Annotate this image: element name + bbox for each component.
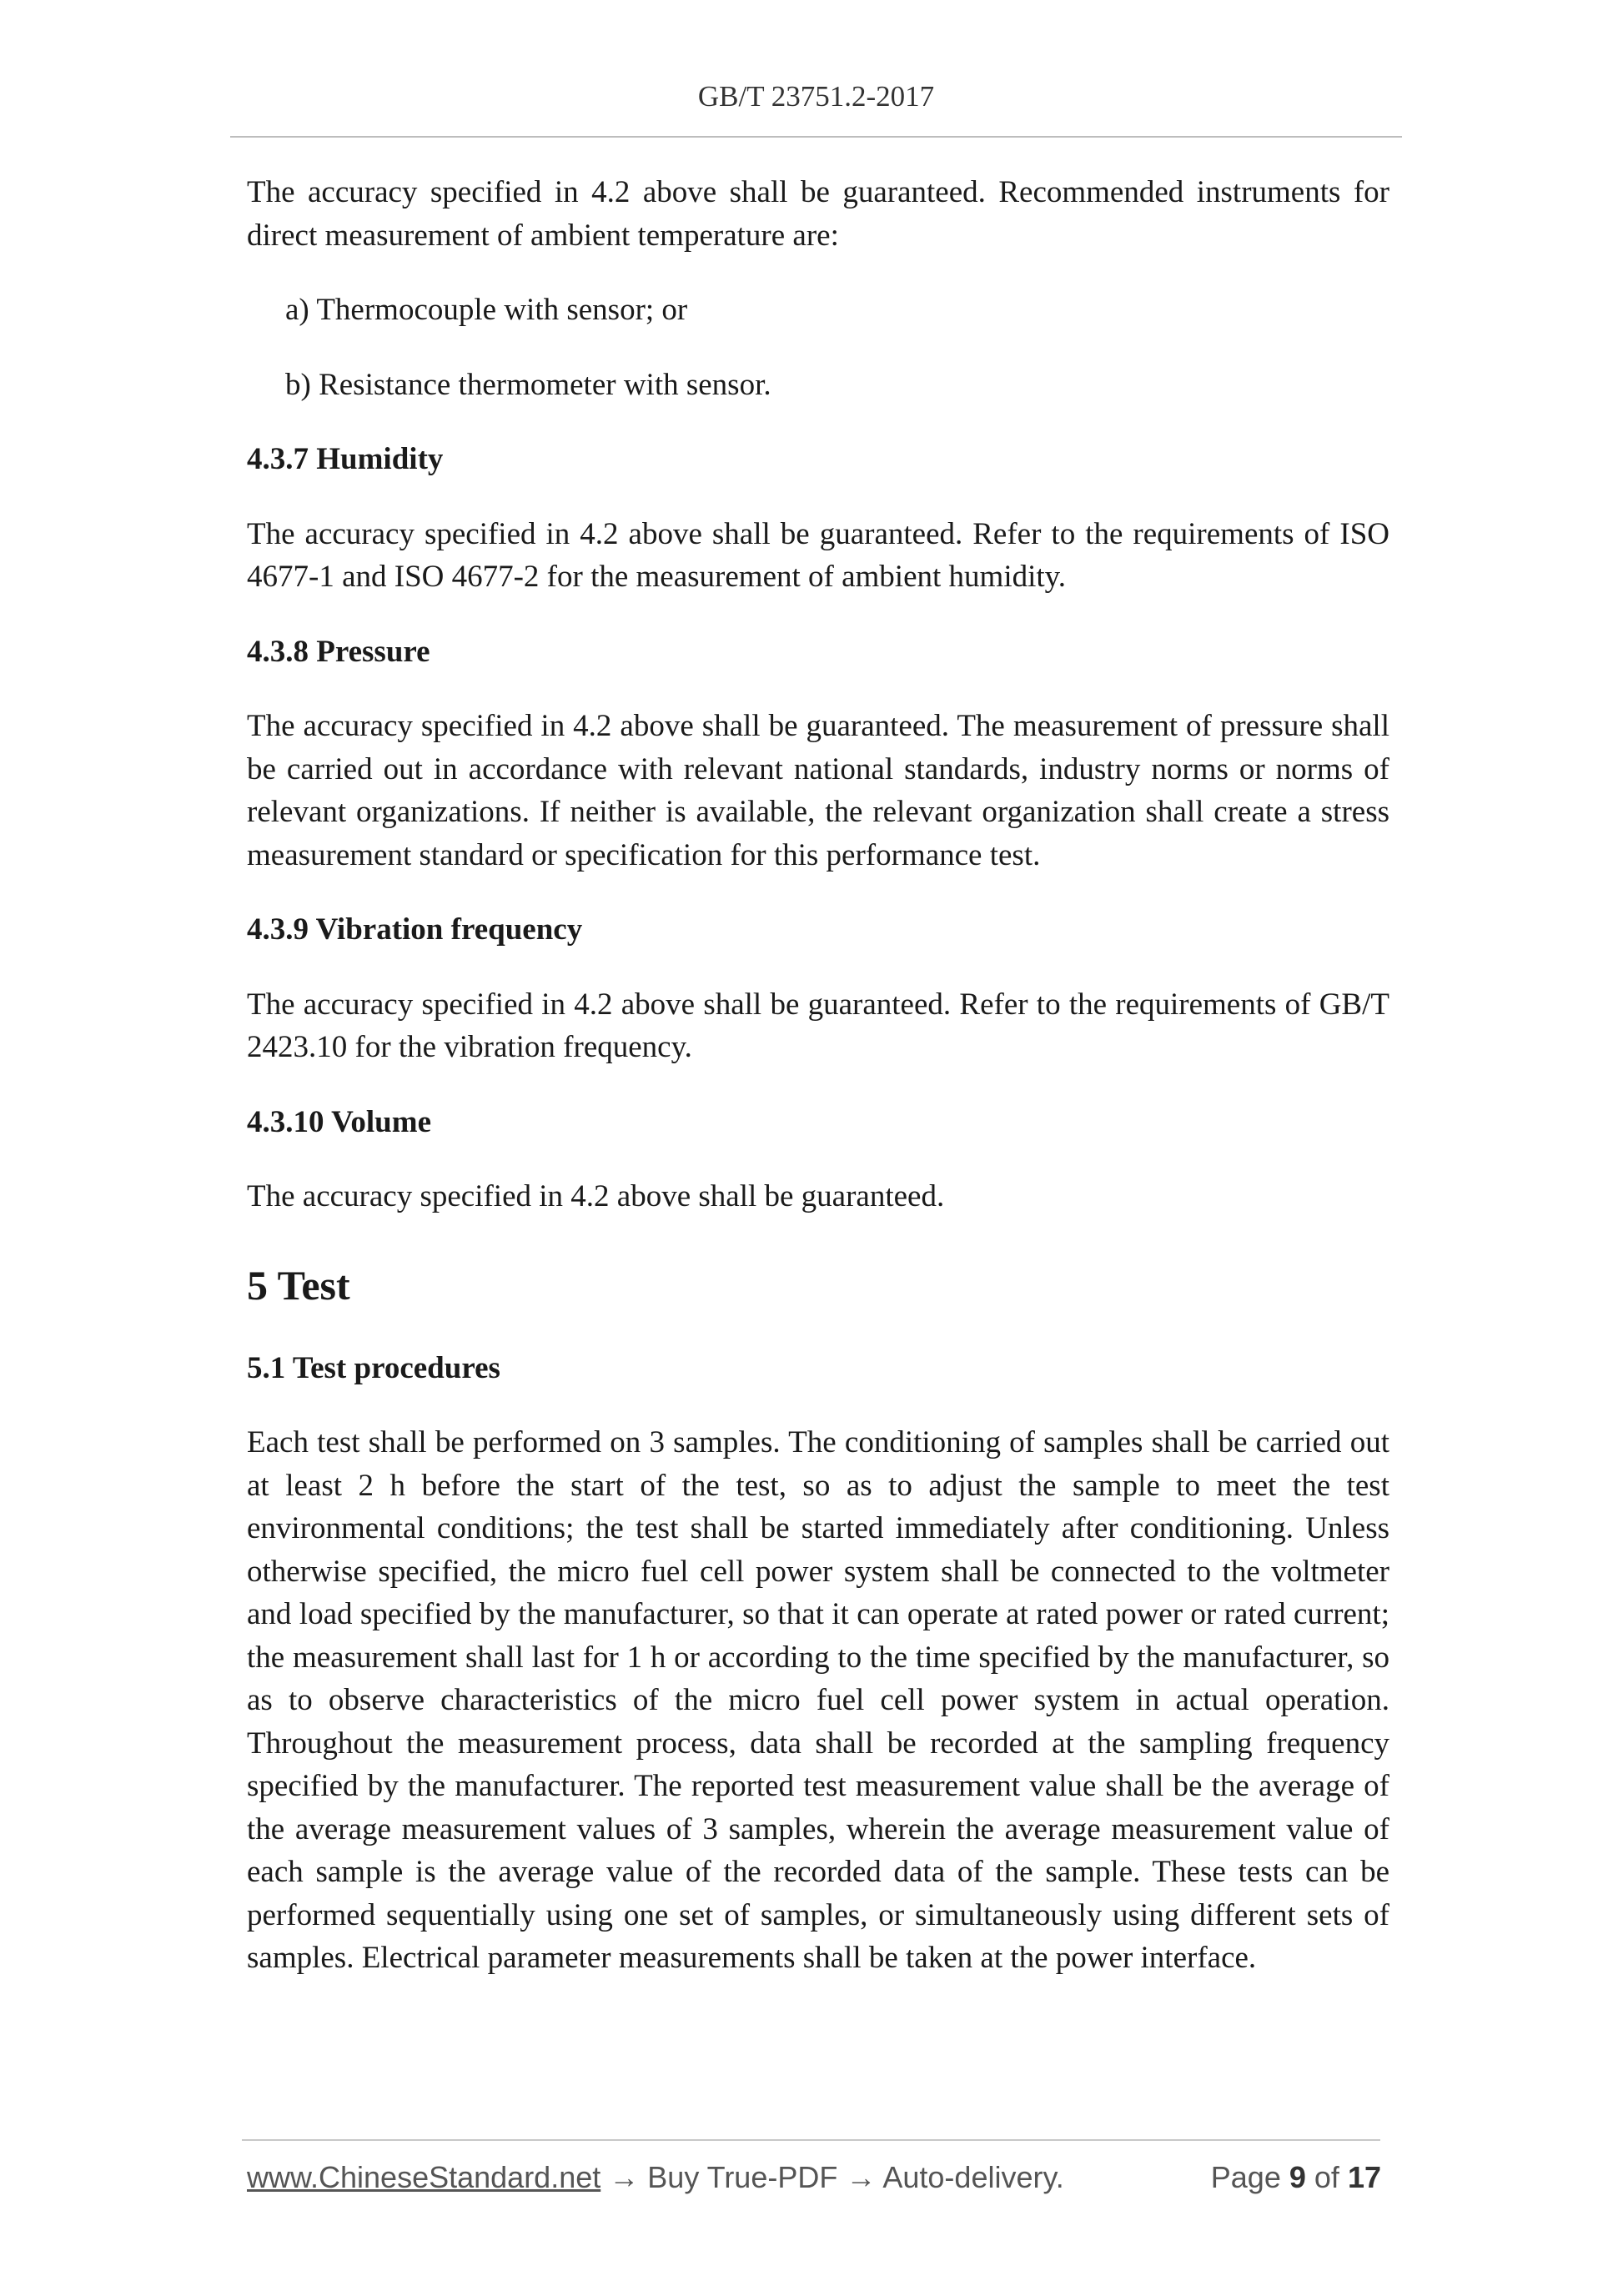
heading-4-3-8: 4.3.8 Pressure	[247, 634, 430, 669]
arrow-right-icon: →	[846, 2160, 877, 2194]
footer-promo	[247, 2160, 1064, 2195]
page-content	[247, 171, 1389, 1980]
heading-5-1: 5.1 Test procedures	[247, 1350, 500, 1385]
paragraph-vibration: The accuracy specified in 4.2 above shall be guaranteed. Refer to the requirements of GB/T 2423.10 for the vibration frequency.	[247, 987, 1389, 1064]
page-total: 17	[1347, 2160, 1381, 2194]
list-item-b: b) Resistance thermometer with sensor.	[285, 367, 771, 402]
paragraph-humidity: The accuracy specified in 4.2 above shall be guaranteed. Refer to the requirements of ISO 4677-1 and ISO 4677-2 for the measurement of ambient humidity.	[247, 516, 1389, 594]
document-header: GB/T 23751.2-2017	[697, 80, 935, 113]
paragraph-pressure: The accuracy specified in 4.2 above shall be guaranteed. The measurement of pressure shall be carried out in accordance with relevant national standards, industry norms or norms of relevant organizations. If neither is available, the relevant organization shall create a stress measurement standard or specification for this performance test.	[247, 709, 1389, 872]
website-link[interactable]: www.ChineseStandard.net	[247, 2160, 601, 2194]
header-divider	[230, 136, 1402, 138]
page-label: Page	[1210, 2160, 1281, 2194]
paragraph-temperature-instruments: The accuracy specified in 4.2 above shall be guaranteed. Recommended instruments for direct measurement of ambient temperature are:	[247, 175, 1389, 253]
heading-4-3-7: 4.3.7 Humidity	[247, 442, 444, 476]
page-number: 9	[1289, 2160, 1306, 2194]
buy-true-pdf-text: Buy True-PDF	[647, 2160, 838, 2194]
heading-5-test: 5 Test	[247, 1261, 350, 1309]
list-item-a: a) Thermocouple with sensor; or	[285, 293, 688, 327]
auto-delivery-text: Auto-delivery.	[882, 2160, 1064, 2194]
page-footer	[247, 2160, 1381, 2195]
paragraph-volume: The accuracy specified in 4.2 above shall be guaranteed.	[247, 1179, 945, 1213]
paragraph-test-procedures: Each test shall be performed on 3 samples. The conditioning of samples shall be carried out at least 2 h before the start of the test, so as to adjust the sample to meet the test environmental conditions; the test shall be started immediately after conditioning. Unless otherwise specified, the micro fuel cell power system shall be connected to the voltmeter and load specified by the manufacturer, so that it can operate at rated power or rated current; the measurement shall last for 1 h or according to the time specified by the manufacturer, so as to observe characteristics of the micro fuel cell power system in actual operation. Throughout the measurement process, data shall be recorded at the sampling frequency specified by the manufacturer. The reported test measurement value shall be the average of the average measurement values of 3 samples, wherein the average measurement value of each sample is the average value of the recorded data of the sample. These tests can be performed sequentially using one set of samples, or simultaneously using different sets of samples. Electrical parameter measurements shall be taken at the power interface.	[247, 1425, 1389, 1975]
arrow-right-icon: →	[609, 2160, 640, 2194]
footer-divider	[242, 2139, 1380, 2141]
heading-4-3-10: 4.3.10 Volume	[247, 1104, 432, 1139]
of-label: of	[1314, 2160, 1339, 2194]
page-indicator	[1211, 2160, 1381, 2195]
heading-4-3-9: 4.3.9 Vibration frequency	[247, 912, 583, 947]
